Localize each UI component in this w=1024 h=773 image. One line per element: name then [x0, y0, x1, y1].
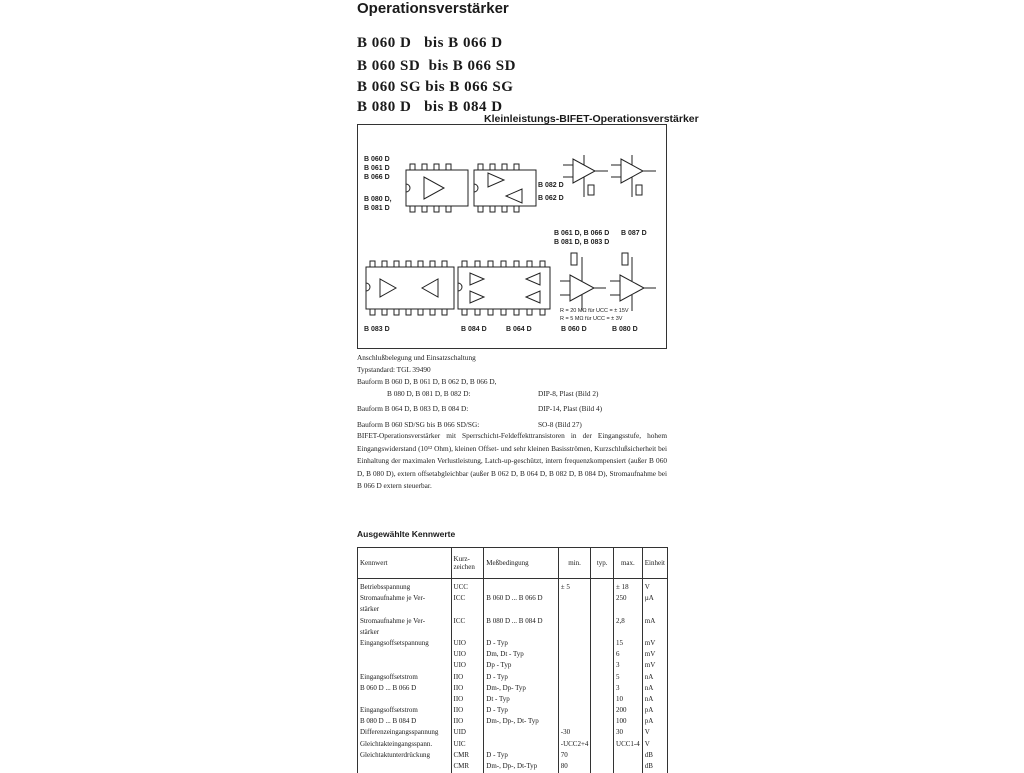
- label-b081: B 081 D: [364, 204, 392, 213]
- cell-typ: [591, 628, 614, 639]
- cell-max: 15: [614, 639, 643, 650]
- cell-min: [558, 661, 591, 672]
- pinout-diagram: [357, 124, 667, 349]
- cell-min: [558, 605, 591, 616]
- cell-kennwert: Gleichtakteingangsspann.: [358, 740, 452, 751]
- cell-einheit: V: [642, 740, 667, 751]
- cell-messbedingung: [484, 579, 558, 595]
- cell-messbedingung: [484, 605, 558, 616]
- table-section-title: Ausgewählte Kennwerte: [357, 529, 455, 539]
- bauform1-line-a: Bauform B 060 D, B 061 D, B 062 D, B 066 D,: [357, 376, 496, 388]
- header-max: max.: [614, 548, 643, 579]
- label-b081-b083: B 081 D, B 083 D: [554, 239, 609, 246]
- cell-max: [614, 751, 643, 762]
- table-body: [358, 579, 668, 773]
- cell-typ: [591, 717, 614, 728]
- cell-min: 70: [558, 751, 591, 762]
- cell-kennwert: stärker: [358, 628, 452, 639]
- table-row: [358, 594, 668, 605]
- cell-kennwert: Eingangsoffsetstrom: [358, 673, 452, 684]
- table-row: [358, 740, 668, 751]
- cell-kurzzeichen: ICC: [451, 594, 484, 605]
- cell-min: -30: [558, 728, 591, 739]
- cell-typ: [591, 728, 614, 739]
- table-row: [358, 706, 668, 717]
- type-line-2: B 060 SD bis B 066 SD: [357, 58, 516, 75]
- cell-max: 200: [614, 706, 643, 717]
- label-b083: B 083 D: [364, 326, 390, 333]
- cell-kurzzeichen: UIC: [451, 740, 484, 751]
- table-row: [358, 650, 668, 661]
- kennwerte-table: [357, 547, 668, 773]
- cell-kurzzeichen: [451, 628, 484, 639]
- cell-typ: [591, 605, 614, 616]
- cell-messbedingung: Dt - Typ: [484, 695, 558, 706]
- table-row: [358, 605, 668, 616]
- table-row: [358, 617, 668, 628]
- cell-kurzzeichen: IIO: [451, 684, 484, 695]
- cell-max: 100: [614, 717, 643, 728]
- cell-typ: [591, 673, 614, 684]
- cell-einheit: nA: [642, 695, 667, 706]
- cell-typ: [591, 695, 614, 706]
- cell-messbedingung: B 060 D ... B 066 D: [484, 594, 558, 605]
- cell-kurzzeichen: UIO: [451, 661, 484, 672]
- cell-min: [558, 717, 591, 728]
- cell-typ: [591, 740, 614, 751]
- cell-typ: [591, 594, 614, 605]
- cell-einheit: nA: [642, 673, 667, 684]
- cell-min: [558, 695, 591, 706]
- description: BIFET-Operationsverstärker mit Sperrschicht-Feldeffekttransistoren in der Eingangsstufe, hohem Eingangswiderstand (10¹² Ohm), kleinen Offset- und sehr kleinen Basisströmen, Kurzschlußsicherheit bei Einhaltung der maximalen Verlustleistung, Latch-up-geschützt, intern frequenzkompensiert (außer B 060 D, B 080 D), extern offsetabgleichbar (außer B 062 D, B 064 D, B 082 D, B 084 D), Stromaufnahme bei B 066 D extern steuerbar.: [357, 430, 667, 493]
- cell-einheit: [642, 605, 667, 616]
- label-b087: B 087 D: [621, 230, 647, 237]
- cell-kurzzeichen: UCC: [451, 579, 484, 595]
- cell-kennwert: Betriebsspannung: [358, 579, 452, 595]
- cell-typ: [591, 650, 614, 661]
- cell-typ: [591, 579, 614, 595]
- cell-kennwert: Stromaufnahme je Ver-: [358, 594, 452, 605]
- cell-kennwert: [358, 661, 452, 672]
- standard: Typstandard: TGL 39490: [357, 364, 431, 376]
- table-row: [358, 728, 668, 739]
- cell-min: -UCC2+4: [558, 740, 591, 751]
- cell-einheit: mV: [642, 650, 667, 661]
- section-subtitle: Kleinleistungs-BIFET-Operationsverstärker: [484, 113, 699, 125]
- cell-messbedingung: D - Typ: [484, 706, 558, 717]
- header-typ: typ.: [591, 548, 614, 579]
- cell-einheit: V: [642, 728, 667, 739]
- cell-kennwert: Stromaufnahme je Ver-: [358, 617, 452, 628]
- label-b080: B 080 D,: [364, 195, 392, 204]
- cell-kennwert: [358, 695, 452, 706]
- cell-kurzzeichen: [451, 605, 484, 616]
- cell-min: ± 5: [558, 579, 591, 595]
- bauform2-package: DIP-14, Plast (Bild 4): [538, 403, 602, 415]
- cell-max: [614, 628, 643, 639]
- cell-min: [558, 594, 591, 605]
- cell-max: 5: [614, 673, 643, 684]
- cell-min: [558, 617, 591, 628]
- cell-messbedingung: [484, 740, 558, 751]
- table-row: [358, 684, 668, 695]
- cell-einheit: µA: [642, 594, 667, 605]
- cell-messbedingung: D - Typ: [484, 639, 558, 650]
- cell-messbedingung: Dm-, Dp-, Dt-Typ: [484, 762, 558, 773]
- cell-einheit: dB: [642, 751, 667, 762]
- cell-min: 80: [558, 762, 591, 773]
- cell-einheit: nA: [642, 684, 667, 695]
- cell-einheit: mA: [642, 617, 667, 628]
- cell-kurzzeichen: IIO: [451, 673, 484, 684]
- cell-kurzzeichen: UID: [451, 728, 484, 739]
- cell-messbedingung: D - Typ: [484, 673, 558, 684]
- cell-min: [558, 673, 591, 684]
- label-b084: B 084 D: [461, 326, 487, 333]
- r-note-1: R = 20 MΩ für UCC = ± 15V: [560, 308, 629, 314]
- cell-max: 3: [614, 661, 643, 672]
- label-b060-group: [364, 155, 390, 182]
- table-row: [358, 639, 668, 650]
- table-row: [358, 579, 668, 595]
- cell-kennwert: B 080 D ... B 084 D: [358, 717, 452, 728]
- cell-kurzzeichen: CMR: [451, 762, 484, 773]
- cell-einheit: V: [642, 579, 667, 595]
- cell-messbedingung: B 080 D ... B 084 D: [484, 617, 558, 628]
- cell-einheit: pA: [642, 706, 667, 717]
- bauform3-package: SO-8 (Bild 27): [538, 419, 582, 431]
- cell-kennwert: [358, 650, 452, 661]
- cell-min: [558, 650, 591, 661]
- cell-kurzzeichen: CMR: [451, 751, 484, 762]
- pinout-drawing: [358, 125, 666, 348]
- cell-kurzzeichen: ICC: [451, 617, 484, 628]
- table-header-row: [358, 548, 668, 579]
- cell-typ: [591, 751, 614, 762]
- label-b061-b066: B 061 D, B 066 D: [554, 230, 609, 237]
- table-row: [358, 628, 668, 639]
- table-row: [358, 661, 668, 672]
- header-kurzzeichen: Kurz- zeichen: [451, 548, 484, 579]
- cell-messbedingung: Dm-, Dp-, Dt- Typ: [484, 717, 558, 728]
- type-line-1: B 060 D bis B 066 D: [357, 35, 503, 52]
- cell-kennwert: Gleichtaktunterdrückung: [358, 751, 452, 762]
- cell-max: 2,8: [614, 617, 643, 628]
- cell-kennwert: stärker: [358, 605, 452, 616]
- cell-einheit: mV: [642, 661, 667, 672]
- cell-max: 6: [614, 650, 643, 661]
- cell-min: [558, 639, 591, 650]
- label-b080-bottom: B 080 D: [612, 326, 638, 333]
- cell-messbedingung: Dp - Typ: [484, 661, 558, 672]
- cell-typ: [591, 617, 614, 628]
- label-b080-group: [364, 195, 392, 213]
- cell-messbedingung: [484, 628, 558, 639]
- cell-kurzzeichen: UIO: [451, 639, 484, 650]
- bauform1-package: DIP-8, Plast (Bild 2): [538, 388, 598, 400]
- label-b060-bottom: B 060 D: [561, 326, 587, 333]
- cell-kennwert: Eingangsoffsetspannung: [358, 639, 452, 650]
- table-row: [358, 751, 668, 762]
- cell-typ: [591, 661, 614, 672]
- label-b082: B 082 D: [538, 182, 564, 189]
- cell-einheit: dB: [642, 762, 667, 773]
- r-note-2: R = 5 MΩ für UCC = ± 3V: [560, 316, 622, 322]
- cell-max: ± 18: [614, 579, 643, 595]
- cell-messbedingung: D - Typ: [484, 751, 558, 762]
- cell-kurzzeichen: IIO: [451, 706, 484, 717]
- cell-max: UCC1-4: [614, 740, 643, 751]
- cell-messbedingung: Dm-, Dp- Typ: [484, 684, 558, 695]
- type-line-3: B 060 SG bis B 066 SG: [357, 79, 513, 96]
- cell-max: [614, 605, 643, 616]
- label-b061: B 061 D: [364, 164, 390, 173]
- header-kennwert: Kennwert: [358, 548, 452, 579]
- cell-min: [558, 706, 591, 717]
- bauform1-line-b: B 080 D, B 081 D, B 082 D:: [387, 388, 471, 400]
- label-b066: B 066 D: [364, 173, 390, 182]
- cell-kennwert: B 060 D ... B 066 D: [358, 684, 452, 695]
- cell-messbedingung: [484, 728, 558, 739]
- label-b064: B 064 D: [506, 326, 532, 333]
- cell-max: 30: [614, 728, 643, 739]
- table-row: [358, 673, 668, 684]
- cell-kurzzeichen: UIO: [451, 650, 484, 661]
- cell-einheit: mV: [642, 639, 667, 650]
- cell-typ: [591, 639, 614, 650]
- cell-min: [558, 684, 591, 695]
- cell-kurzzeichen: IIO: [451, 717, 484, 728]
- cell-max: 250: [614, 594, 643, 605]
- type-line-4: B 080 D bis B 084 D: [357, 99, 503, 116]
- cell-kurzzeichen: IIO: [451, 695, 484, 706]
- cell-typ: [591, 684, 614, 695]
- label-b062: B 062 D: [538, 195, 564, 202]
- bauform3: Bauform B 060 SD/SG bis B 066 SD/SG:: [357, 419, 479, 431]
- table-row: [358, 695, 668, 706]
- cell-max: 3: [614, 684, 643, 695]
- table-row: [358, 717, 668, 728]
- header-einheit: Einheit: [642, 548, 667, 579]
- cell-min: [558, 628, 591, 639]
- cell-einheit: [642, 628, 667, 639]
- cell-max: 10: [614, 695, 643, 706]
- label-b060: B 060 D: [364, 155, 390, 164]
- cell-typ: [591, 706, 614, 717]
- cell-kennwert: Differenzeingangsspannung: [358, 728, 452, 739]
- cell-kennwert: Eingangsoffsetstrom: [358, 706, 452, 717]
- header-messbedingung: Meßbedingung: [484, 548, 558, 579]
- cell-messbedingung: Dm, Dt - Typ: [484, 650, 558, 661]
- caption: Anschlußbelegung und Einsatzschaltung: [357, 352, 476, 364]
- bauform2: Bauform B 064 D, B 083 D, B 084 D:: [357, 403, 468, 415]
- cell-einheit: pA: [642, 717, 667, 728]
- page-title: Operationsverstärker: [357, 0, 509, 17]
- header-min: min.: [558, 548, 591, 579]
